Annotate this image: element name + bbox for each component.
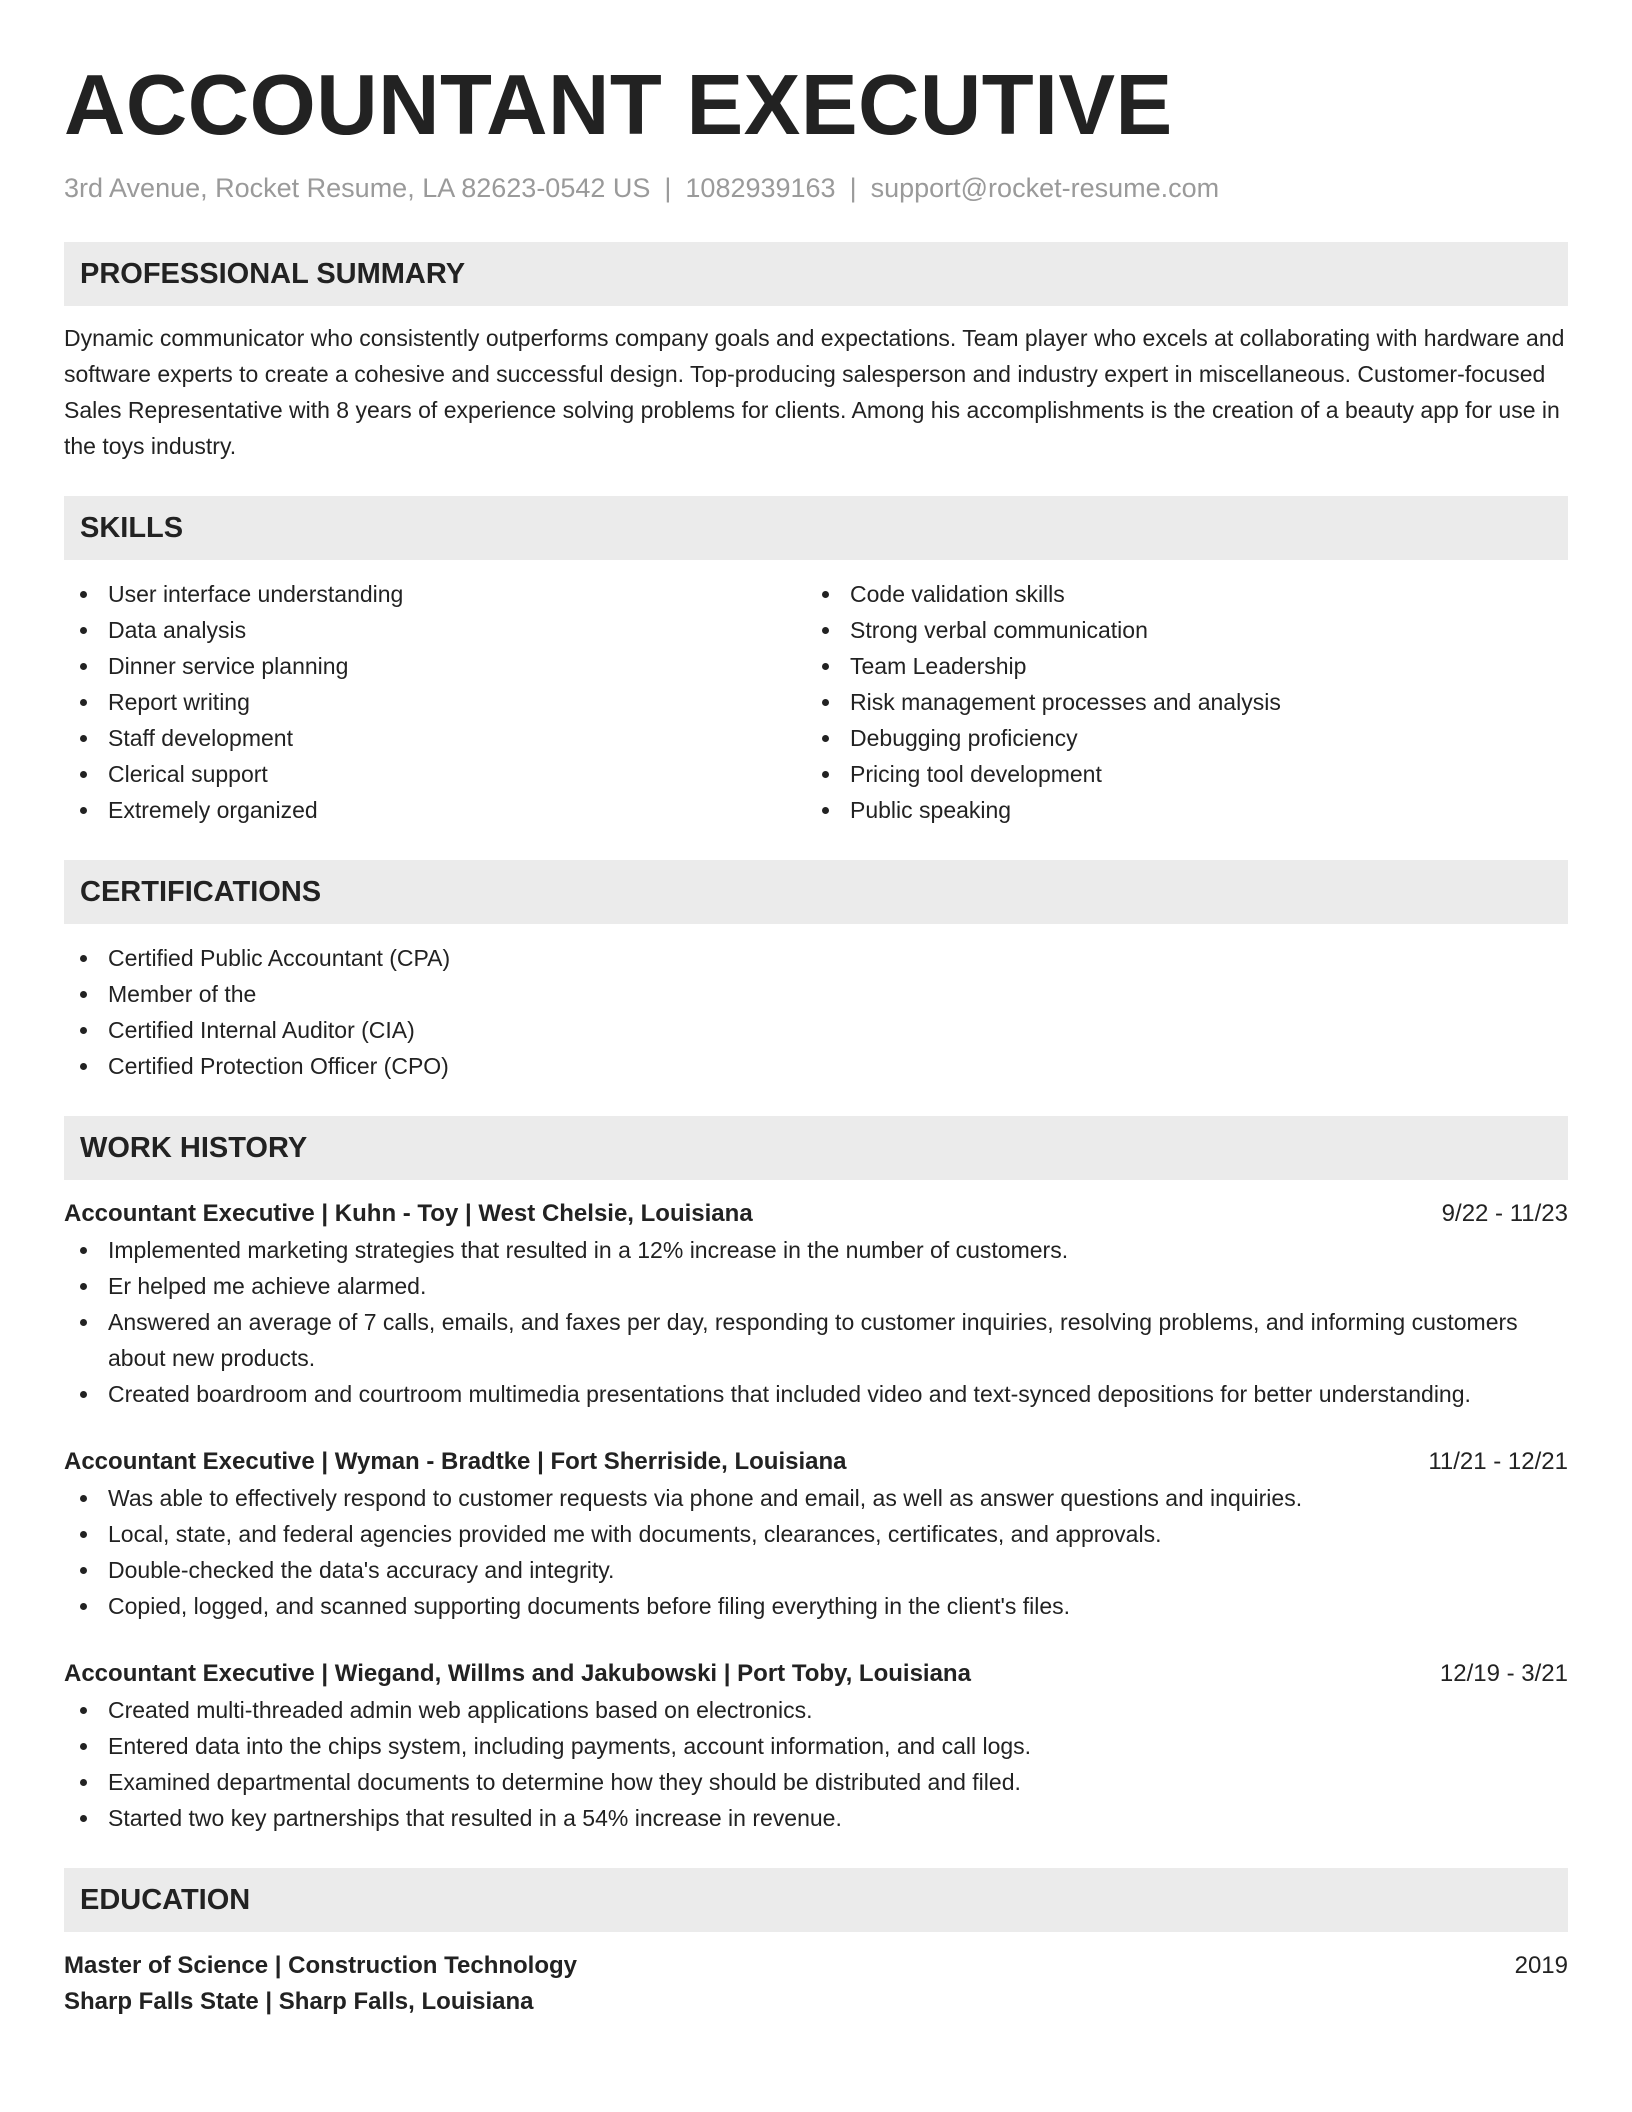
job-header xyxy=(64,1656,1568,1692)
job-header xyxy=(64,1196,1568,1232)
skill-item: Code validation skills xyxy=(806,576,1548,612)
contact-separator: | xyxy=(664,173,672,203)
job-dates: 11/21 - 12/21 xyxy=(1428,1448,1568,1475)
contact-phone: 1082939163 xyxy=(685,173,836,203)
contact-separator: | xyxy=(849,173,857,203)
job-bullet: Started two key partnerships that resulted in a 54% increase in revenue. xyxy=(64,1800,1568,1836)
skill-item: Public speaking xyxy=(806,792,1548,828)
job-bullet: Implemented marketing strategies that resulted in a 12% increase in the number of customers. xyxy=(64,1232,1568,1268)
job-bullets xyxy=(64,1692,1568,1836)
education-degree: Master of Science | Construction Technology xyxy=(64,1952,578,1979)
job-entry xyxy=(64,1196,1568,1412)
section-header-certifications: CERTIFICATIONS xyxy=(64,860,1568,924)
education-entry xyxy=(64,1948,1568,2020)
skill-item: User interface understanding xyxy=(64,576,806,612)
job-entry xyxy=(64,1444,1568,1624)
certification-item: Certified Public Accountant (CPA) xyxy=(64,940,1568,976)
job-bullets xyxy=(64,1232,1568,1412)
job-title: Accountant Executive | Kuhn - Toy | West Chelsie, Louisiana xyxy=(64,1200,753,1227)
job-bullet: Double-checked the data's accuracy and integrity. xyxy=(64,1552,1568,1588)
skill-item: Dinner service planning xyxy=(64,648,806,684)
job-bullet: Examined departmental documents to determine how they should be distributed and filed. xyxy=(64,1764,1568,1800)
job-bullet: Answered an average of 7 calls, emails, and faxes per day, responding to customer inquiries, resolving problems, and informing customers about new products. xyxy=(64,1304,1568,1376)
skill-item: Report writing xyxy=(64,684,806,720)
job-bullet: Local, state, and federal agencies provided me with documents, clearances, certificates, and approvals. xyxy=(64,1516,1568,1552)
skill-item: Extremely organized xyxy=(64,792,806,828)
education-header xyxy=(64,1948,1568,1984)
skills-grid xyxy=(64,576,1568,828)
certification-item: Certified Protection Officer (CPO) xyxy=(64,1048,1568,1084)
job-title: Accountant Executive | Wiegand, Willms and Jakubowski | Port Toby, Louisiana xyxy=(64,1660,971,1687)
education-school-row xyxy=(64,1984,1568,2020)
skills-list-left xyxy=(64,576,806,828)
job-bullet: Created boardroom and courtroom multimedia presentations that included video and text-synced depositions for better understanding. xyxy=(64,1376,1568,1412)
skill-item: Team Leadership xyxy=(806,648,1548,684)
skill-item: Pricing tool development xyxy=(806,756,1548,792)
resume-name: ACCOUNTANT EXECUTIVE xyxy=(64,58,1173,153)
skill-item: Clerical support xyxy=(64,756,806,792)
job-dates: 12/19 - 3/21 xyxy=(1439,1660,1568,1687)
skills-list-right xyxy=(806,576,1548,828)
section-header-work-history: WORK HISTORY xyxy=(64,1116,1568,1180)
job-bullets xyxy=(64,1480,1568,1624)
job-bullet: Created multi-threaded admin web applications based on electronics. xyxy=(64,1692,1568,1728)
certification-item: Member of the xyxy=(64,976,1568,1012)
education-year: 2019 xyxy=(1514,1952,1568,1979)
resume-page xyxy=(64,56,1568,2020)
section-header-summary: PROFESSIONAL SUMMARY xyxy=(64,242,1568,306)
contact-email: support@rocket-resume.com xyxy=(870,173,1220,203)
job-bullet: Copied, logged, and scanned supporting documents before filing everything in the client's files. xyxy=(64,1588,1568,1624)
education-school: Sharp Falls State | Sharp Falls, Louisiana xyxy=(64,1988,534,2015)
skill-item: Staff development xyxy=(64,720,806,756)
summary-text: Dynamic communicator who consistently outperforms company goals and expectations. Team player who excels at collaborating with hardware and software experts to create a cohesive and successful design. Top-producing salesperson and industry expert in miscellaneous. Customer-focused Sales Representative with 8 years of experience solving problems for clients. Among his accomplishments is the creation of a beauty app for use in the toys industry. xyxy=(64,325,1565,459)
skill-item: Data analysis xyxy=(64,612,806,648)
job-dates: 9/22 - 11/23 xyxy=(1441,1200,1568,1227)
certifications-list xyxy=(64,940,1568,1084)
job-bullet: Entered data into the chips system, including payments, account information, and call logs. xyxy=(64,1728,1568,1764)
job-bullet: Was able to effectively respond to customer requests via phone and email, as well as answer questions and inquiries. xyxy=(64,1480,1568,1516)
certification-item: Certified Internal Auditor (CIA) xyxy=(64,1012,1568,1048)
skill-item: Risk management processes and analysis xyxy=(806,684,1548,720)
skill-item: Debugging proficiency xyxy=(806,720,1548,756)
section-header-skills: SKILLS xyxy=(64,496,1568,560)
job-title: Accountant Executive | Wyman - Bradtke | Fort Sherriside, Louisiana xyxy=(64,1448,847,1475)
contact-line xyxy=(64,170,1568,206)
job-bullet: Er helped me achieve alarmed. xyxy=(64,1268,1568,1304)
section-header-education: EDUCATION xyxy=(64,1868,1568,1932)
skill-item: Strong verbal communication xyxy=(806,612,1548,648)
job-entry xyxy=(64,1656,1568,1836)
contact-address: 3rd Avenue, Rocket Resume, LA 82623-0542 US xyxy=(64,173,651,203)
job-header xyxy=(64,1444,1568,1480)
